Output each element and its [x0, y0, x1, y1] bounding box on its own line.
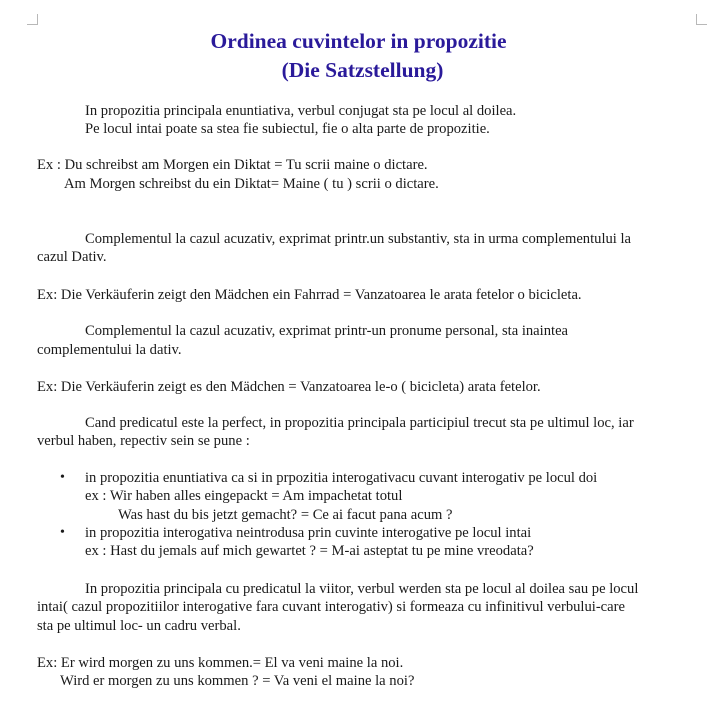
paragraph-line: cazul Dativ.: [37, 249, 107, 265]
list-item: in propozitia interogativa neintrodusa prin cuvinte interogative pe locul intai: [85, 525, 532, 541]
document-title: Ordinea cuvintelor in propozitie: [210, 29, 507, 53]
paragraph-line: Cand predicatul este la perfect, in propozitia principala participiul trecut sta pe ultimul loc, iar: [85, 415, 634, 431]
paragraph-line: verbul haben, repectiv sein se pune :: [37, 433, 250, 449]
example-line: Was hast du bis jetzt gemacht? = Ce ai facut pana acum ?: [118, 507, 453, 523]
paragraph-line: Complementul la cazul acuzativ, exprimat printr.un substantiv, sta in urma complementului la: [85, 231, 632, 247]
example-line: Wird er morgen zu uns kommen ? = Va veni el maine la noi?: [60, 673, 415, 689]
example-line: Ex: Er wird morgen zu uns kommen.= El va veni maine la noi.: [37, 655, 404, 671]
paragraph-line: complementului la dativ.: [37, 342, 182, 358]
paragraph-line: Complementul la cazul acuzativ, exprimat printr-un pronume personal, sta inaintea: [85, 323, 569, 339]
paragraph-line: In propozitia principala enuntiativa, verbul conjugat sta pe locul al doilea.: [85, 103, 517, 119]
example-line: Ex: Die Verkäuferin zeigt den Mädchen ein Fahrrad = Vanzatoarea le arata fetelor o bicicleta.: [37, 287, 582, 303]
paragraph-line: intai( cazul propozitiilor interogative fara cuvant interogativ) si formeaza cu infinitivul verbului-care: [37, 599, 625, 615]
example-line: Ex: Die Verkäuferin zeigt es den Mädchen = Vanzatoarea le-o ( bicicleta) arata fetelor.: [37, 379, 541, 395]
bullet-marker: •: [60, 470, 65, 485]
document-subtitle: (Die Satzstellung): [281, 58, 444, 82]
example-line: Am Morgen schreibst du ein Diktat= Maine ( tu ) scrii o dictare.: [64, 176, 439, 192]
crop-mark-top-right: [696, 14, 707, 25]
paragraph-line: In propozitia principala cu predicatul la viitor, verbul werden sta pe locul al doilea sau pe locul: [85, 581, 639, 597]
paragraph-line: sta pe ultimul loc- un cadru verbal.: [37, 618, 241, 634]
paragraph-line: Pe locul intai poate sa stea fie subiectul, fie o alta parte de propozitie.: [85, 121, 490, 137]
example-line: ex : Hast du jemals auf mich gewartet ? = M-ai asteptat tu pe mine vreodata?: [85, 543, 534, 559]
example-line: ex : Wir haben alles eingepackt = Am impachetat totul: [85, 488, 403, 504]
list-item: in propozitia enuntiativa ca si in prpozitia interogativacu cuvant interogativ pe locul doi: [85, 470, 598, 486]
example-line: Ex : Du schreibst am Morgen ein Diktat = Tu scrii maine o dictare.: [37, 157, 428, 173]
crop-mark-top-left: [27, 14, 38, 25]
bullet-marker: •: [60, 525, 65, 540]
